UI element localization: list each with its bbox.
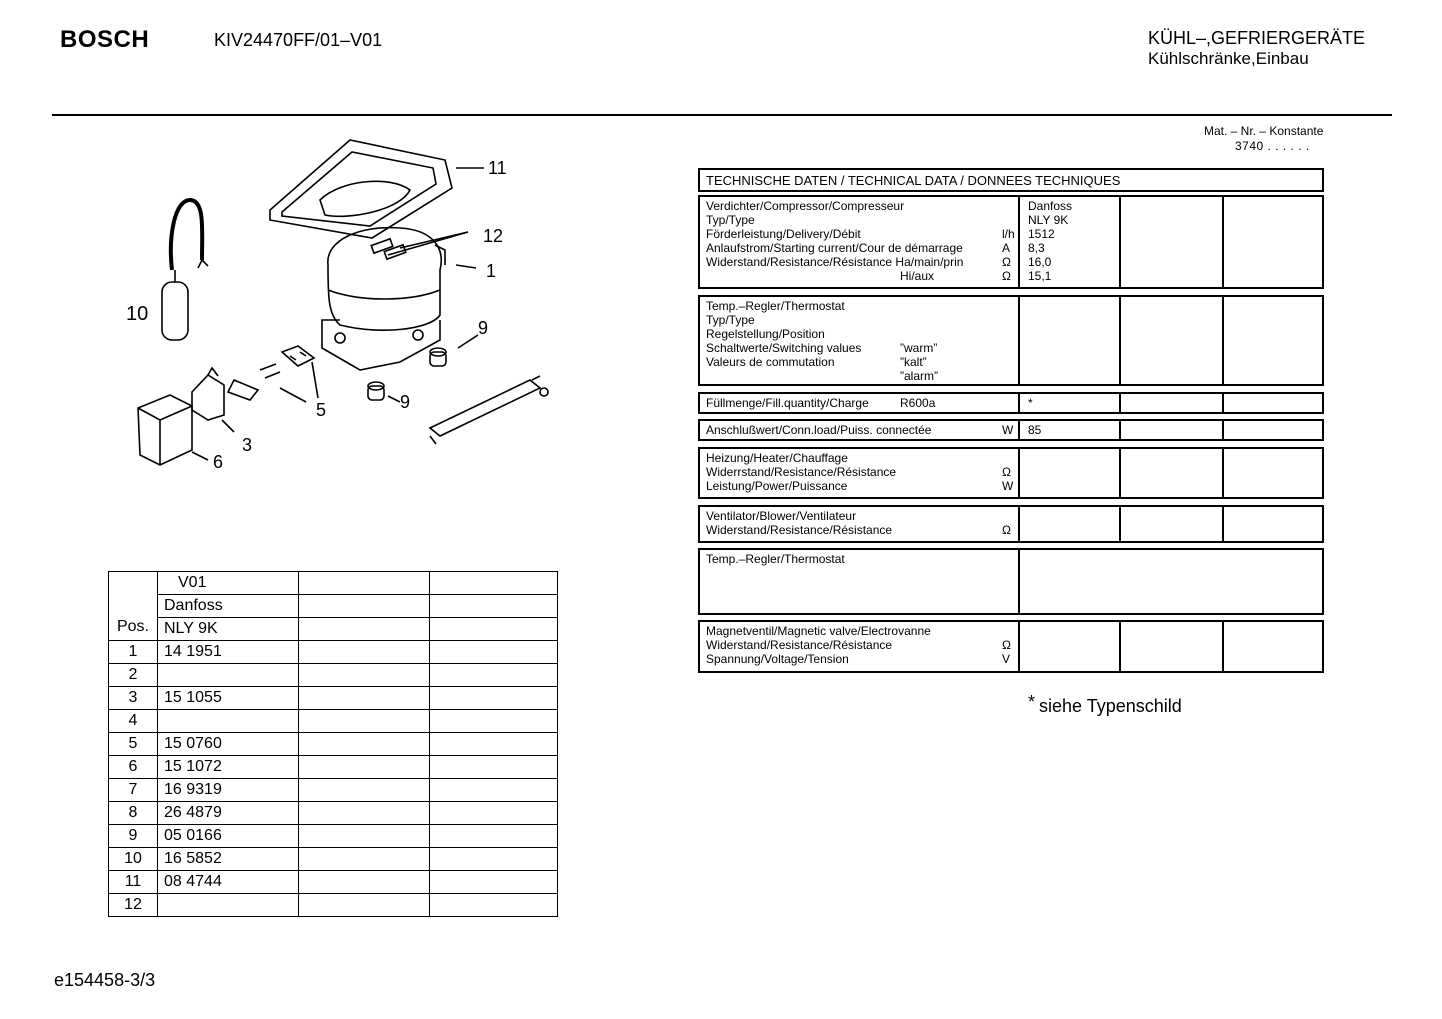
callout-11: 11 bbox=[488, 158, 507, 178]
table-row: 1 14 1951 bbox=[109, 641, 558, 664]
table-row: 11 08 4744 bbox=[109, 871, 558, 894]
callout-line-1 bbox=[456, 265, 476, 268]
table-row: 3 15 1055 bbox=[109, 687, 558, 710]
capacitor-part bbox=[162, 200, 208, 340]
pos-header: Pos. bbox=[109, 572, 158, 641]
callout-9-upper: 9 bbox=[478, 318, 489, 338]
table-row: 7 16 9319 bbox=[109, 779, 558, 802]
table-row: 2 bbox=[109, 664, 558, 687]
heater-block: Heizung/Heater/Chauffage Widerrstand/Resistance/Résistance Ω Leistung/Power/Puissance W bbox=[698, 447, 1324, 499]
table-row: 8 26 4879 bbox=[109, 802, 558, 825]
callout-line-5b bbox=[312, 362, 318, 398]
callout-3: 3 bbox=[242, 435, 253, 455]
type-plate-note: * siehe Typenschild bbox=[1028, 692, 1182, 716]
table-row: 4 bbox=[109, 710, 558, 733]
callout-12: 12 bbox=[483, 226, 504, 246]
blower-block: Ventilator/Blower/Ventilateur Widerstand/Resistance/Résistance Ω bbox=[698, 505, 1324, 543]
fill-quantity-block: Füllmenge/Fill.quantity/Charge R600a * bbox=[698, 392, 1324, 414]
document-id: e154458-3/3 bbox=[54, 970, 156, 990]
category-subtitle: Kühlschränke,Einbau bbox=[1148, 49, 1309, 68]
parts-table bbox=[108, 571, 558, 917]
mat-nr-value: 3740 . . . . . . bbox=[1235, 139, 1310, 153]
callout-line-3 bbox=[222, 420, 234, 432]
table-row: 5 15 0760 bbox=[109, 733, 558, 756]
maker-header: Danfoss bbox=[158, 595, 299, 618]
callout-9-lower: 9 bbox=[400, 392, 411, 412]
type-header: NLY 9K bbox=[158, 618, 299, 641]
mounting-rail-part bbox=[430, 376, 548, 444]
callout-10: 10 bbox=[126, 303, 149, 325]
brand-logo: BOSCH bbox=[60, 26, 150, 53]
callout-line-9b bbox=[388, 396, 400, 402]
model-number: KIV24470FF/01–V01 bbox=[214, 30, 383, 50]
callout-line-5a bbox=[280, 388, 306, 402]
rubber-grommet-part-2 bbox=[368, 382, 384, 400]
callout-line-12b bbox=[400, 232, 468, 248]
callout-1: 1 bbox=[486, 261, 497, 281]
mounting-clip-part bbox=[228, 346, 314, 400]
table-row: 6 15 1072 bbox=[109, 756, 558, 779]
starter-relay-part bbox=[192, 368, 224, 420]
category-title: KÜHL–,GEFRIERGERÄTE bbox=[1148, 28, 1366, 48]
callout-5: 5 bbox=[316, 400, 327, 420]
callout-line-9a bbox=[458, 335, 478, 348]
version-header: V01 bbox=[158, 572, 299, 595]
tech-data-title: TECHNISCHE DATEN / TECHNICAL DATA / DONNEES TECHNIQUES bbox=[698, 168, 1324, 192]
table-row: 10 16 5852 bbox=[109, 848, 558, 871]
magnetic-valve-block: Magnetventil/Magnetic valve/Electrovanne Widerstand/Resistance/Résistance Ω Spannung/Voltage/Tension V bbox=[698, 620, 1324, 673]
compressor-block: Verdichter/Compressor/Compresseur Typ/Type Förderleistung/Delivery/Débit l/h Anlaufstrom/Starting current/Cour de démarrage A Widerstand/Resistance/Résistance Ha/main/prin Ω Hi/aux Ω Danfoss NLY 9K 1512 8,3 16,0 15,1 bbox=[698, 195, 1324, 289]
connected-load-block: Anschlußwert/Conn.load/Puiss. connectée W 85 bbox=[698, 419, 1324, 441]
exploded-parts-diagram bbox=[100, 130, 560, 490]
table-row: 12 bbox=[109, 894, 558, 917]
thermostat-block: Temp.–Regler/Thermostat Typ/Type Regelstellung/Position Schaltwerte/Switching values ”warm” Valeurs de commutation ”kalt” ”alarm” bbox=[698, 295, 1324, 386]
relay-cover-part bbox=[138, 395, 192, 465]
callout-6: 6 bbox=[213, 452, 224, 472]
table-row: 9 05 0166 bbox=[109, 825, 558, 848]
callout-line-6 bbox=[192, 452, 208, 460]
thermostat2-block: Temp.–Regler/Thermostat bbox=[698, 548, 1324, 615]
header-divider bbox=[52, 114, 1392, 116]
rubber-grommet-part bbox=[430, 348, 446, 366]
compressor-part bbox=[322, 228, 445, 370]
mat-nr-label: Mat. – Nr. – Konstante bbox=[1204, 124, 1324, 138]
drip-tray-part bbox=[270, 140, 452, 238]
